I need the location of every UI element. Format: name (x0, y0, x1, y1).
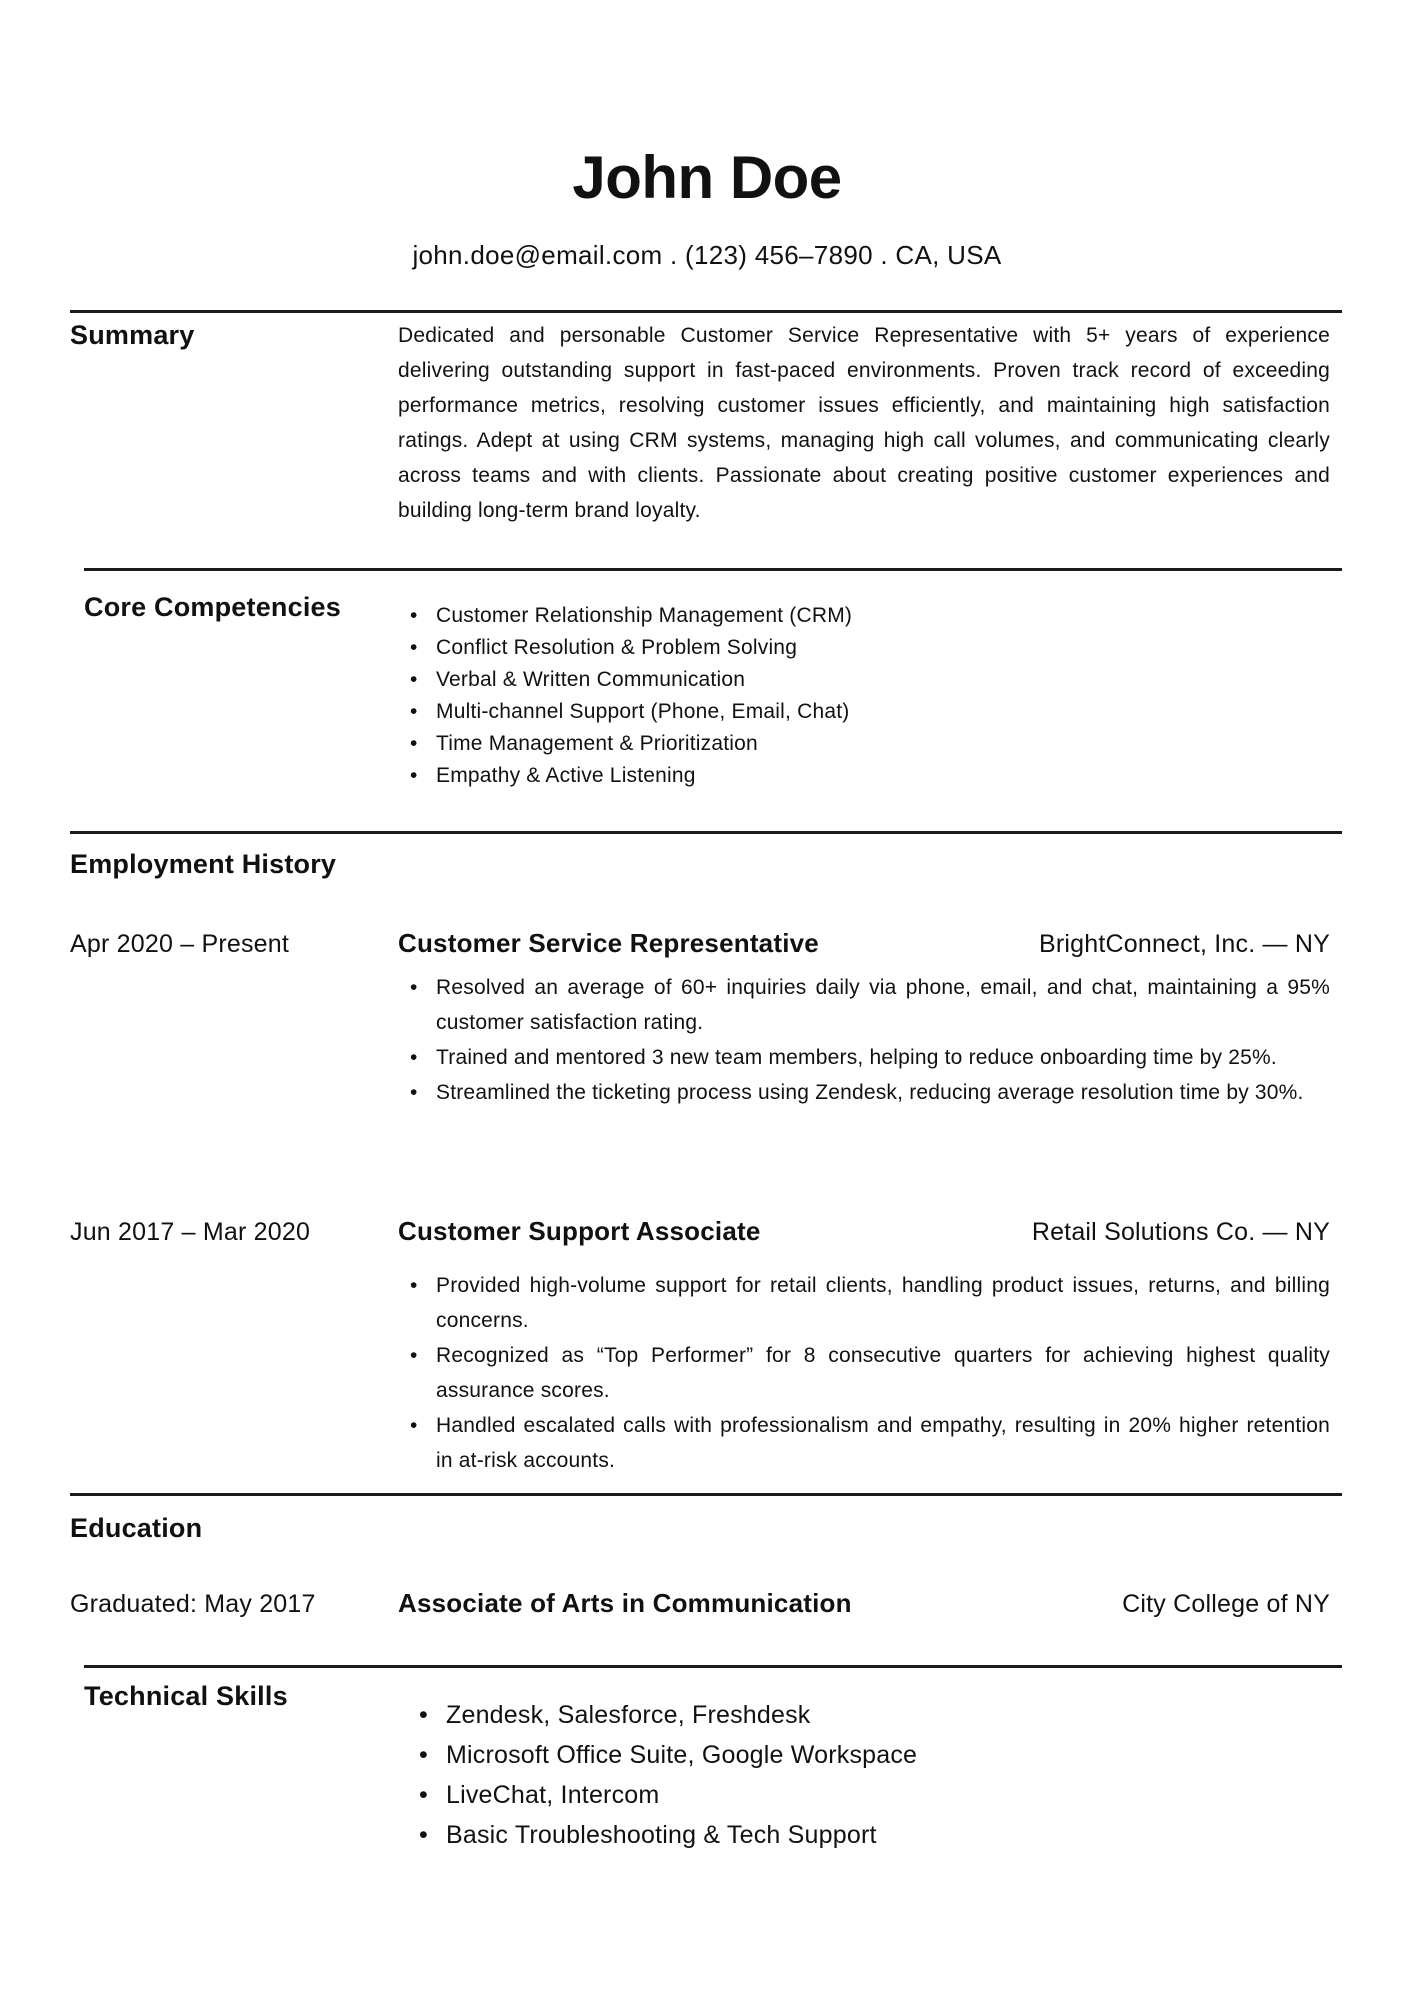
job-2-company: Retail Solutions Co. — NY (1031, 1218, 1330, 1246)
job-2-bullets (398, 1268, 1330, 1478)
bullet-item: • Customer Relationship Management (CRM) (398, 600, 1330, 632)
technical-skills-list (398, 1679, 1330, 1855)
divider-technical-skills (84, 1665, 1342, 1668)
job-2-dates: Jun 2017 – Mar 2020 (70, 1218, 311, 1246)
bullet-item: • Empathy & Active Listening (398, 760, 1330, 792)
education-heading: Education (70, 1513, 203, 1543)
job-1-header (70, 928, 1330, 959)
job-1-dates: Apr 2020 – Present (70, 930, 290, 958)
job-1-title: Customer Service Representative (398, 928, 819, 958)
contact-line: john.doe@email.com . (123) 456–7890 . CA, USA (412, 240, 1002, 270)
bullet-item: • LiveChat, Intercom (398, 1775, 1330, 1815)
bullet-item: • Time Management & Prioritization (398, 728, 1330, 760)
bullet-item: • Trained and mentored 3 new team members, helping to reduce onboarding time by 25%. (398, 1040, 1330, 1075)
section-technical-skills (70, 1679, 1330, 1855)
bullet-item: • Multi-channel Support (Phone, Email, Chat) (398, 696, 1330, 728)
person-name: John Doe (572, 144, 842, 211)
bullet-item: • Microsoft Office Suite, Google Workspace (398, 1735, 1330, 1775)
job-1-bullets (398, 970, 1330, 1110)
section-core-competencies (70, 590, 1330, 792)
section-summary (70, 318, 1330, 528)
bullet-item: • Verbal & Written Communication (398, 664, 1330, 696)
bullet-item: • Handled escalated calls with professionalism and empathy, resulting in 20% higher retention in at-risk accounts. (398, 1408, 1330, 1478)
employment-heading: Employment History (70, 849, 337, 879)
education-school: City College of NY (1122, 1590, 1330, 1618)
bullet-item: • Recognized as “Top Performer” for 8 consecutive quarters for achieving highest quality assurance scores. (398, 1338, 1330, 1408)
bullet-item: • Streamlined the ticketing process using Zendesk, reducing average resolution time by 30%. (398, 1075, 1330, 1110)
summary-text: Dedicated and personable Customer Service Representative with 5+ years of experience delivering outstanding support in fast-paced environments. Proven track record of exceeding performance metrics, resolving customer issues efficiently, and maintaining high satisfaction ratings. Adept at using CRM systems, managing high call volumes, and communicating clearly across teams and with clients. Passionate about creating positive customer experiences and building long-term brand loyalty. (398, 324, 1330, 522)
education-dates: Graduated: May 2017 (70, 1590, 316, 1618)
core-competencies-heading: Core Competencies (84, 592, 341, 622)
divider-summary (70, 310, 1342, 313)
job-1-company: BrightConnect, Inc. — NY (1038, 930, 1330, 958)
job-2-title: Customer Support Associate (398, 1216, 761, 1246)
summary-heading: Summary (70, 320, 195, 350)
technical-skills-heading: Technical Skills (84, 1681, 288, 1711)
bullet-item: • Zendesk, Salesforce, Freshdesk (398, 1695, 1330, 1735)
job-2-header (70, 1216, 1330, 1247)
bullet-item: • Provided high-volume support for retail clients, handling product issues, returns, and billing concerns. (398, 1268, 1330, 1338)
core-competencies-list (398, 590, 1330, 792)
education-degree: Associate of Arts in Communication (398, 1588, 852, 1618)
divider-core-competencies (84, 568, 1342, 571)
divider-education (70, 1493, 1342, 1496)
bullet-item: • Conflict Resolution & Problem Solving (398, 632, 1330, 664)
education-row (70, 1588, 1330, 1619)
bullet-item: • Resolved an average of 60+ inquiries daily via phone, email, and chat, maintaining a 95% customer satisfaction rating. (398, 970, 1330, 1040)
divider-employment (70, 831, 1342, 834)
bullet-item: • Basic Troubleshooting & Tech Support (398, 1815, 1330, 1855)
